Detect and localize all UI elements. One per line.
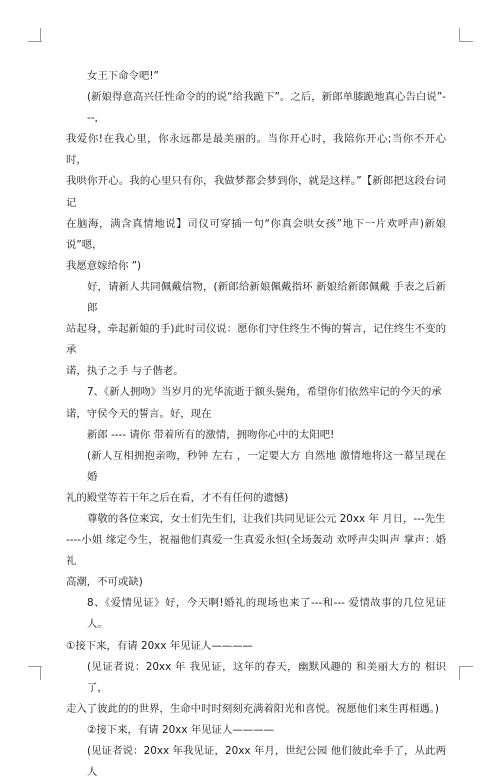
text-line: ①接下来，有请 20xx 年见证人———— <box>66 639 253 652</box>
paragraph <box>66 66 446 87</box>
text-line: 我哄你开心。我的心里只有你，我做梦都会梦到你，就是这样。”【新郎把这段台词记 <box>66 175 446 209</box>
crop-mark-bottom-left-v <box>40 666 41 680</box>
crop-mark-top-left-v <box>40 28 41 42</box>
paragraph <box>66 277 446 382</box>
text-line: 诺，执子之手 与子偕老。 <box>66 365 184 378</box>
text-line: 我愿意嫁给你 ”) <box>66 259 142 272</box>
paragraph <box>66 720 446 741</box>
text-line: (见证者说：20xx 年我见证，20xx 年月，世纪公园 他们彼此牵手了，从此两人 <box>87 745 446 779</box>
text-line: 7、《新人拥吻》当岁月的光华流逝于额头鬓角，希望你们依然牢记的今天的承 <box>87 386 442 399</box>
text-line: (新娘得意高兴任性命令的的说“给我跪下”。之后，新郎单膝跪地真心告白说”---， <box>87 91 446 125</box>
text-line: (见证者说：20xx 年 我见证，这年的春天，幽默风趣的 和美丽大方的 相识了， <box>87 660 446 694</box>
text-line: (新人互相拥抱亲吻，秒钟 左右 ，一定要大方 自然地 激情地将这一幕呈现在 婚 <box>87 449 450 483</box>
text-line: 高潮，不可或缺) <box>66 576 143 589</box>
paragraph <box>66 741 446 783</box>
text-line: 站起身，牵起新娘的手)此时司仪说：愿你们守住终生不悔的誓言，记住终生不变的承 <box>66 323 446 357</box>
paragraph <box>66 446 450 509</box>
crop-mark-bottom-right-v <box>459 666 460 680</box>
text-line: 尊敬的各位来宾，女士们先生们，让我们共同见证公元 20xx 年 月日，---先生 <box>87 512 446 525</box>
text-line: 我爱你!在我心里，你永远都是最美丽的。当你开心时，我陪你开心;当你不开心时， <box>66 133 446 167</box>
paragraph <box>66 425 446 446</box>
crop-mark-top-right-v <box>459 28 460 42</box>
text-line: ----小姐 缘定今生，祝福他们真爱一生真爱永恒(全场轰动 欢呼声尖叫声 掌声：婚礼 <box>66 534 446 568</box>
document-body <box>66 66 450 783</box>
text-line: 在脑海，满含真情地说】司仪可穿插一句“你真会哄女孩”地下一片欢呼声)新娘说”嗯， <box>66 217 446 251</box>
text-line: 好，请新人共同佩戴信物，(新郎给新娘佩戴指环 新娘给新郎佩戴 手表之后新郎 <box>87 280 446 315</box>
paragraph <box>66 509 446 593</box>
crop-mark-bottom-left-h <box>28 666 42 667</box>
text-line: 女王下命令吧!” <box>87 70 159 82</box>
text-line: ②接下来，有请 20xx 年见证人———— <box>87 723 274 736</box>
text-line: 8、《爱情见证》好，今天啊!婚礼的现场也来了---和--- 爱情故事的几位见证人。 <box>87 597 446 631</box>
paragraph <box>66 87 446 277</box>
text-line: 走入了彼此的的世界，生命中时时刻刻充满着阳光和喜悦。祝愿他们来生再相遇。) <box>66 702 439 715</box>
text-line: 礼的殿堂等若干年之后在看，才不有任何的遗憾) <box>66 491 289 504</box>
text-line: 新郎 ---- 请你 带着所有的激情，拥吻你心中的太阳吧! <box>87 428 335 441</box>
text-line: 诺，守侯今天的誓言。好，现在 <box>66 407 212 420</box>
crop-mark-top-right-h <box>459 41 473 42</box>
paragraph <box>66 657 446 720</box>
paragraph <box>66 593 446 656</box>
crop-mark-bottom-right-h <box>459 666 473 667</box>
paragraph <box>66 382 446 424</box>
crop-mark-top-left-h <box>28 41 42 42</box>
